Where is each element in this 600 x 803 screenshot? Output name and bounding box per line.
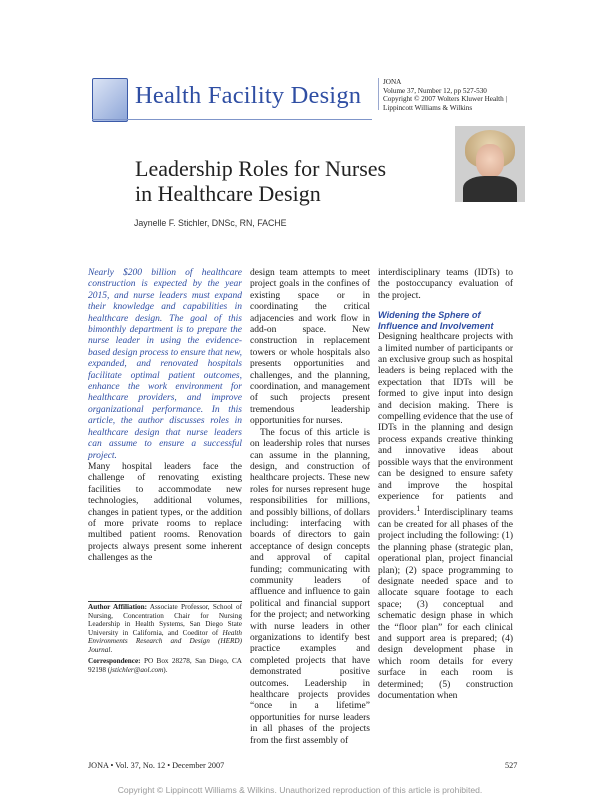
correspondence-end: ). xyxy=(163,665,168,674)
affiliation-text: Associate Professor, School of Nursing, Concentration Chair for Nursing Leadership in Health Systems, San Diego State University in California, and Coeditor of xyxy=(88,603,242,637)
meta-publisher: Lippincott Williams & Wilkins xyxy=(383,103,473,112)
correspondence xyxy=(88,657,242,674)
running-footer: JONA • Vol. 37, No. 12 • December 2007 xyxy=(88,761,225,770)
author-note xyxy=(88,603,242,677)
correspondence-text: PO Box 28278, San Diego, CA 92198 ( xyxy=(88,657,242,674)
title-line-1: Leadership Roles for Nurses xyxy=(135,156,387,181)
meta-journal: JONA xyxy=(383,78,402,86)
paragraph-text: Designing healthcare projects with a limited number of participants or an exclusive group such as hospital leaders is being replaced with the expectation that IDTs will be formed to give input into design and decision making. There is compelling evidence that the use of IDTs in the planning and design process expands creative thinking and innovative ideas about possible ways that the environment can be designed to ensure safety and improve the hospital experience for patients and providers. xyxy=(378,332,513,519)
footnote-ref[interactable]: 1 xyxy=(416,504,421,514)
body-paragraph: The focus of this article is on leadership roles that nurses can assume in the planning, design, and construction of healthcare projects. These new roles for nurses represent huge responsibilities for millions, and possibly billions, of dollars including: interfacing with boards of directors to gain acceptance of design concepts and approval of capital funding; communicating with community leaders of affluence and influence to gain political and financial support for the project; and networking with nurse leaders in other organizations to identify best practice examples and completed projects that have demonstrated positive outcomes. Leadership in healthcare projects provides “once in a lifetime” opportunities for nurse leaders in all phases of the projects from the first assembly of xyxy=(250,427,370,746)
affiliation-end: . xyxy=(110,645,113,654)
body-paragraph: Many hospital leaders face the challenge of renovating existing facilities to accommodate new technologies, additional volumes, changes in patient types, or the addition of more private rooms to replace multibed patient rooms. Renovation projects always present some inherent challenges as the xyxy=(88,461,242,564)
body-paragraph xyxy=(378,332,513,702)
page-number: 527 xyxy=(505,761,518,770)
column-1 xyxy=(88,268,242,565)
correspondence-label: Correspondence: xyxy=(88,657,141,665)
body-paragraph: design team attempts to meet project goals in the confines of existing space or in coordinating the critical adjacencies and work flow in add-on space. New construction in replacement towers or whole hospitals also presents opportunities and challenges, and the planning, coordination, and management of such projects present tremendous leadership opportunities for nurses. xyxy=(250,268,370,427)
meta-copyright: Copyright © 2007 Wolters Kluwer Health | xyxy=(383,95,507,104)
copyright-watermark: Copyright © Lippincott Williams & Wilkins. Unauthorized reproduction of this article is prohibited. xyxy=(117,785,483,795)
body-paragraph: interdisciplinary teams (IDTs) to the postoccupancy evaluation of the project. xyxy=(378,268,513,301)
journal-meta xyxy=(383,78,533,112)
title-line-2: in Healthcare Design xyxy=(135,180,321,206)
header-rule xyxy=(92,119,372,120)
column-3 xyxy=(378,268,513,702)
journal-name: Health Facility Design xyxy=(135,82,362,109)
journal-logo xyxy=(92,78,128,122)
abstract: Nearly $200 billion of healthcare construction is expected by the year 2015, and nurse leaders must expand their knowledge and capabilities in healthcare design. The goal of this bimonthly department is to prepare the nurse leader in using the evidence-based design process to ensure that new, expanded, and renovated hospitals facilitate optimal patient outcomes, enhance the work environment for healthcare providers, and improve organizational performance. In this article, the author discusses roles in healthcare design that nurse leaders can assume to ensure a successful project. xyxy=(88,268,243,461)
paragraph-text-cont: Interdisciplinary teams can be created for all phases of the project including the following: (1) the planning phase (strategic plan, operational plan, project financial plan); (2) space programming to designate needed space and to allocate square footage to each space; (3) conceptual and schematic design phase in which the “floor plan” for each clinical and support area is prepared; (4) design development phase in which room details for every surface in each room is determined; (5) construction documentation when xyxy=(378,508,513,701)
affiliation xyxy=(88,603,242,654)
correspondence-email[interactable]: jstichler@aol.com xyxy=(110,665,164,674)
section-heading-line-1: Widening the Sphere of xyxy=(378,310,481,321)
article-author: Jaynelle F. Stichler, DNSc, RN, FACHE xyxy=(134,218,287,228)
section-heading-line-2: Influence and Involvement xyxy=(378,321,494,332)
affiliation-label: Author Affiliation: xyxy=(88,603,147,611)
affiliation-journal: Health Environments Research and Design (HERD) Journal xyxy=(88,628,242,654)
section-heading xyxy=(378,310,513,332)
note-rule xyxy=(88,601,242,602)
author-photo xyxy=(455,126,525,202)
header-divider xyxy=(378,78,379,110)
article-title xyxy=(135,157,386,206)
meta-volume: Volume 37, Number 12, pp 527-530 xyxy=(383,86,487,95)
column-2 xyxy=(250,268,370,747)
